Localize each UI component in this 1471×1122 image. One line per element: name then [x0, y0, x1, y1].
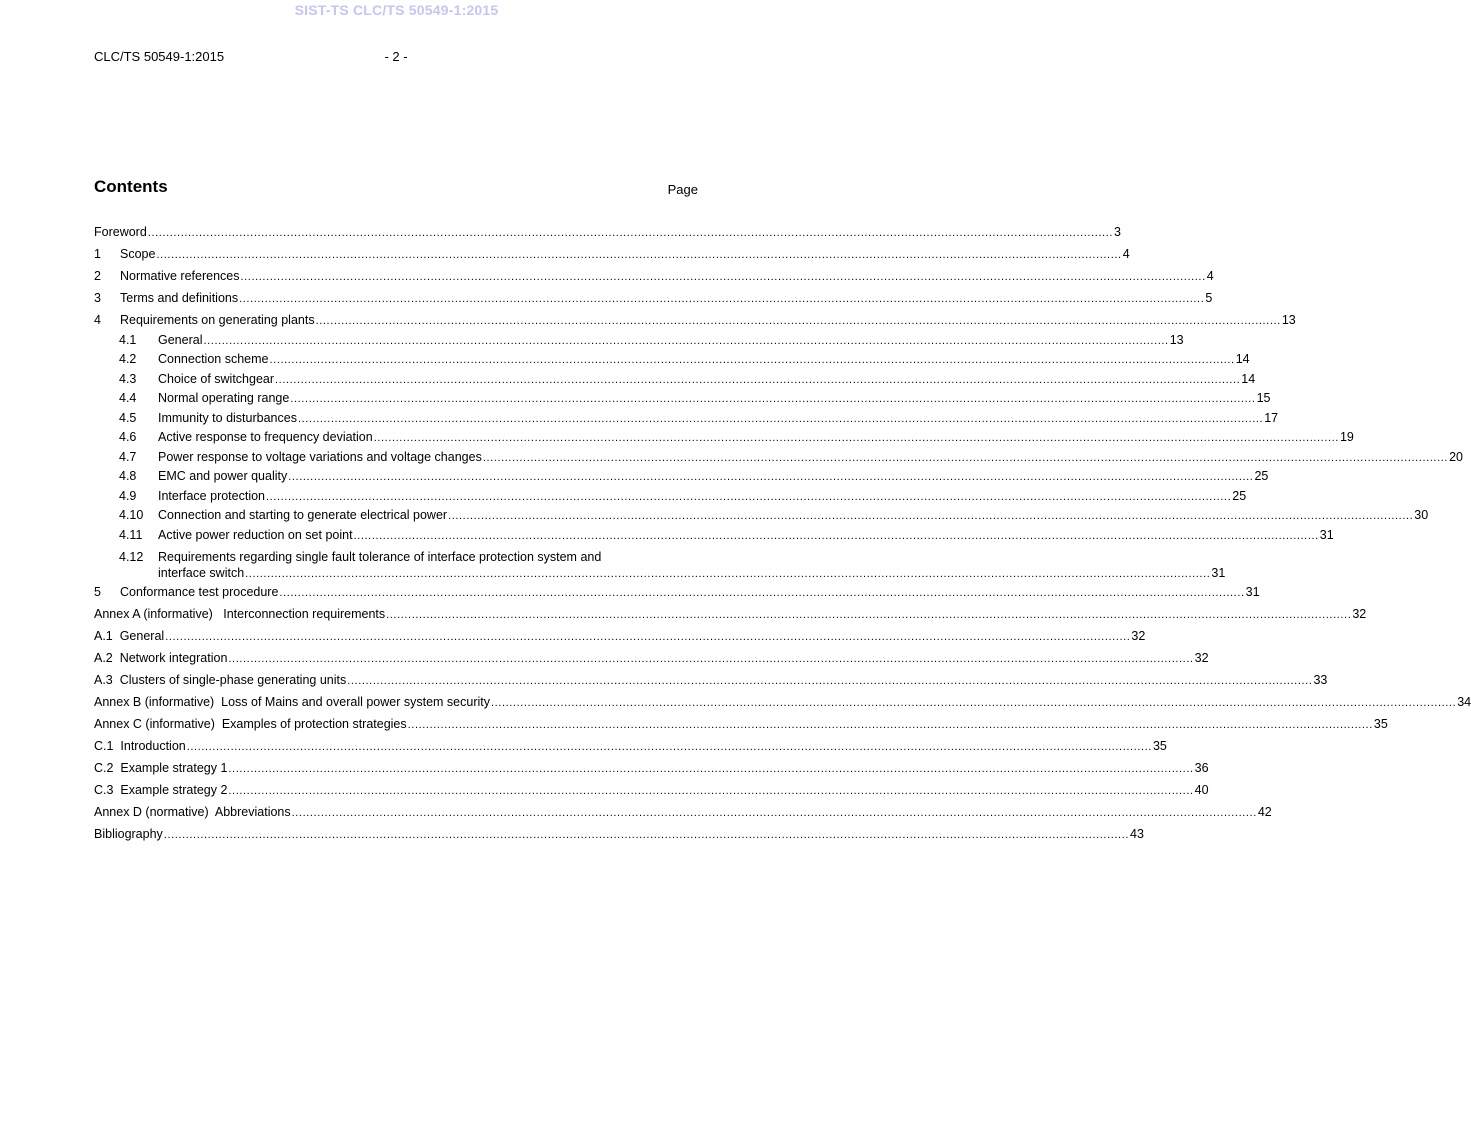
- toc-entry-a-2[interactable]: [94, 644, 1209, 666]
- leader-dots: [448, 509, 1413, 523]
- toc-entry-page: 31: [1319, 527, 1334, 542]
- toc-entry-page: 14: [1235, 352, 1250, 366]
- toc-entry-scope[interactable]: [94, 240, 1130, 262]
- toc-entry-title: Bibliography: [94, 826, 163, 841]
- toc-entry-c-2[interactable]: [94, 754, 1209, 776]
- toc-entry-title: A.1 General: [94, 628, 165, 643]
- toc-entry-title: Scope: [120, 247, 156, 261]
- toc-entry-page: 40: [1194, 782, 1209, 797]
- toc-entry-page: 19: [1339, 430, 1354, 444]
- toc-entry-number: 4.5: [119, 410, 137, 425]
- toc-entry-title: Connection and starting to generate electrical power: [158, 508, 448, 522]
- toc-entry-title: EMC and power quality: [158, 469, 288, 483]
- toc-entry-number: 4.4: [119, 391, 137, 405]
- toc-entry-number: 4.3: [119, 371, 137, 386]
- toc-entry-number: 2: [94, 269, 101, 283]
- toc-entry-number: 4.7: [119, 449, 137, 464]
- toc-entry-4-11[interactable]: [94, 523, 1334, 543]
- leader-dots: [156, 248, 1121, 262]
- toc-entry-annex-d[interactable]: [94, 798, 1272, 820]
- toc-entry-page: 31: [1245, 584, 1260, 599]
- leader-dots: [483, 451, 1448, 465]
- toc-entry-page: 42: [1257, 804, 1272, 819]
- toc-entry-title: Immunity to disturbances: [158, 410, 297, 425]
- toc-entry-annex-a[interactable]: [94, 600, 1367, 622]
- toc-entry-page: 35: [1152, 738, 1167, 753]
- toc-entry-title: Annex D (normative) Abbreviations: [94, 804, 291, 819]
- toc-entry-number: 4.6: [119, 430, 137, 444]
- toc-entry-page: 43: [1130, 826, 1144, 841]
- toc-entry-number: 4.9: [119, 488, 137, 503]
- toc-entry-page: 31: [1211, 565, 1226, 580]
- toc-entry-page: 30: [1414, 508, 1429, 522]
- toc-entry-title: Interface protection: [158, 488, 266, 503]
- toc-entry-a-3[interactable]: [94, 666, 1328, 688]
- leader-dots: [245, 567, 1210, 581]
- toc-entry-page: 20: [1449, 449, 1463, 464]
- toc-entry-number: 4.8: [119, 469, 137, 483]
- toc-entry-4-4[interactable]: [94, 387, 1271, 407]
- toc-entry-title: Normative references: [120, 269, 240, 283]
- toc-entry-4-3[interactable]: [94, 367, 1256, 387]
- leader-dots: [374, 431, 1339, 445]
- toc-entry-title: Active response to frequency deviation: [158, 430, 373, 444]
- toc-entry-4-12[interactable]: [94, 543, 1226, 581]
- toc-entry-title: Foreword: [94, 225, 147, 239]
- toc-entry-page: 32: [1194, 650, 1209, 665]
- toc-entry-title: Connection scheme: [158, 352, 269, 366]
- toc-entry-title: Conformance test procedure: [120, 584, 279, 599]
- toc-entry-bibliography[interactable]: [94, 820, 1144, 842]
- toc-entry-4-10[interactable]: [94, 504, 1429, 524]
- toc-entry-foreword[interactable]: [94, 218, 1121, 240]
- toc-entry-conformance[interactable]: [94, 581, 1260, 600]
- toc-entry-page: 15: [1256, 391, 1271, 405]
- toc-entry-title: C.3 Example strategy 2: [94, 782, 228, 797]
- leader-dots: [228, 762, 1193, 776]
- toc-entry-number: 4: [94, 313, 101, 327]
- toc-entry-a-1[interactable]: [94, 622, 1146, 644]
- toc-entry-page: 35: [1373, 716, 1388, 731]
- leader-dots: [354, 529, 1319, 543]
- leader-dots: [292, 806, 1257, 820]
- leader-dots: [228, 784, 1193, 798]
- toc-entry-page: 4: [1122, 247, 1130, 261]
- leader-dots: [316, 314, 1281, 328]
- toc-entry-number: 3: [94, 291, 101, 305]
- toc-entry-page: 17: [1264, 410, 1279, 425]
- leader-dots: [241, 270, 1206, 284]
- leader-dots: [164, 828, 1129, 842]
- leader-dots: [298, 412, 1263, 426]
- toc-entry-page: 13: [1169, 332, 1184, 347]
- toc-entry-4-2[interactable]: [94, 348, 1250, 368]
- toc-entry-page: 14: [1241, 371, 1256, 386]
- toc-entry-title: C.2 Example strategy 1: [94, 760, 228, 775]
- toc-entry-page: 4: [1206, 269, 1214, 283]
- toc-entry-title: Requirements on generating plants: [120, 313, 315, 327]
- toc-entry-terms-definitions[interactable]: [94, 284, 1213, 306]
- toc-entry-title: Requirements regarding single fault tolerance of interface protection system and: [158, 549, 602, 564]
- watermark: SIST-TS CLC/TS 50549-1:2015: [294, 2, 499, 18]
- leader-dots: [228, 652, 1193, 666]
- toc-entry-normative-references[interactable]: [94, 262, 1214, 284]
- toc-entry-4-9[interactable]: [94, 484, 1247, 504]
- toc-entry-title: Power response to voltage variations and voltage changes: [158, 449, 482, 464]
- toc-entry-page: 3: [1114, 225, 1121, 239]
- toc-entry-page: 25: [1232, 488, 1247, 503]
- toc-entry-requirements[interactable]: [94, 306, 1296, 328]
- toc-entry-page: 25: [1254, 469, 1269, 483]
- document-id: CLC/TS 50549-1:2015: [94, 49, 225, 64]
- toc-entry-title: C.1 Introduction: [94, 738, 186, 753]
- toc-entry-4-5[interactable]: [94, 406, 1279, 426]
- toc-entry-4-6[interactable]: [94, 426, 1354, 446]
- toc-entry-number: 4.11: [119, 527, 143, 542]
- leader-dots: [279, 586, 1244, 600]
- toc-entry-title: Annex C (informative) Examples of protection strategies: [94, 716, 407, 731]
- toc-entry-title: Annex B (informative) Loss of Mains and overall power system security: [94, 694, 490, 709]
- toc-page-label: Page: [667, 182, 698, 197]
- toc-entry-4-1[interactable]: [94, 328, 1184, 348]
- toc-entry-number: 4.12: [119, 549, 144, 564]
- leader-dots: [187, 740, 1152, 754]
- leader-dots: [266, 490, 1231, 504]
- leader-dots: [239, 292, 1204, 306]
- toc-entry-page: 32: [1131, 628, 1146, 643]
- leader-dots: [408, 718, 1373, 732]
- toc-entry-title: Terms and definitions: [120, 291, 239, 305]
- page-number: - 2 -: [384, 49, 408, 64]
- toc-entry-page: 36: [1194, 760, 1209, 775]
- leader-dots: [148, 226, 1113, 240]
- toc-entry-4-8[interactable]: [94, 465, 1269, 485]
- toc-entry-page: 5: [1205, 291, 1213, 305]
- table-of-contents: [94, 218, 1471, 842]
- leader-dots: [290, 392, 1255, 406]
- leader-dots: [269, 353, 1234, 367]
- toc-entry-title: A.3 Clusters of single-phase generating units: [94, 672, 347, 687]
- toc-entry-title: Normal operating range: [158, 391, 290, 405]
- toc-entry-page: 33: [1313, 672, 1328, 687]
- toc-entry-title: Active power reduction on set point: [158, 527, 353, 542]
- leader-dots: [275, 373, 1240, 387]
- toc-entry-c-3[interactable]: [94, 776, 1209, 798]
- toc-entry-number: 1: [94, 247, 101, 261]
- leader-dots: [203, 334, 1168, 348]
- toc-entry-number: 4.1: [119, 332, 137, 347]
- toc-entry-c-1[interactable]: [94, 732, 1167, 754]
- toc-entry-title-continued: interface switch: [158, 565, 245, 580]
- toc-entry-annex-c[interactable]: [94, 710, 1388, 732]
- toc-entry-number: 4.10: [119, 508, 144, 522]
- toc-entry-page: 32: [1352, 606, 1367, 621]
- toc-entry-title: A.2 Network integration: [94, 650, 228, 665]
- leader-dots: [165, 630, 1130, 644]
- leader-dots: [347, 674, 1312, 688]
- toc-entry-annex-b[interactable]: [94, 688, 1471, 710]
- leader-dots: [386, 608, 1351, 622]
- toc-entry-4-7[interactable]: [94, 445, 1463, 465]
- toc-entry-title: General: [158, 332, 203, 347]
- toc-entry-number: 4.2: [119, 352, 137, 366]
- leader-dots: [288, 470, 1253, 484]
- toc-heading: Contents: [94, 177, 168, 196]
- toc-entry-title: Choice of switchgear: [158, 371, 275, 386]
- toc-entry-page: 34: [1457, 694, 1471, 709]
- toc-entry-title: Annex A (informative) Interconnection requirements: [94, 606, 386, 621]
- toc-entry-number: 5: [94, 584, 101, 599]
- leader-dots: [491, 696, 1456, 710]
- toc-entry-page: 13: [1281, 313, 1296, 327]
